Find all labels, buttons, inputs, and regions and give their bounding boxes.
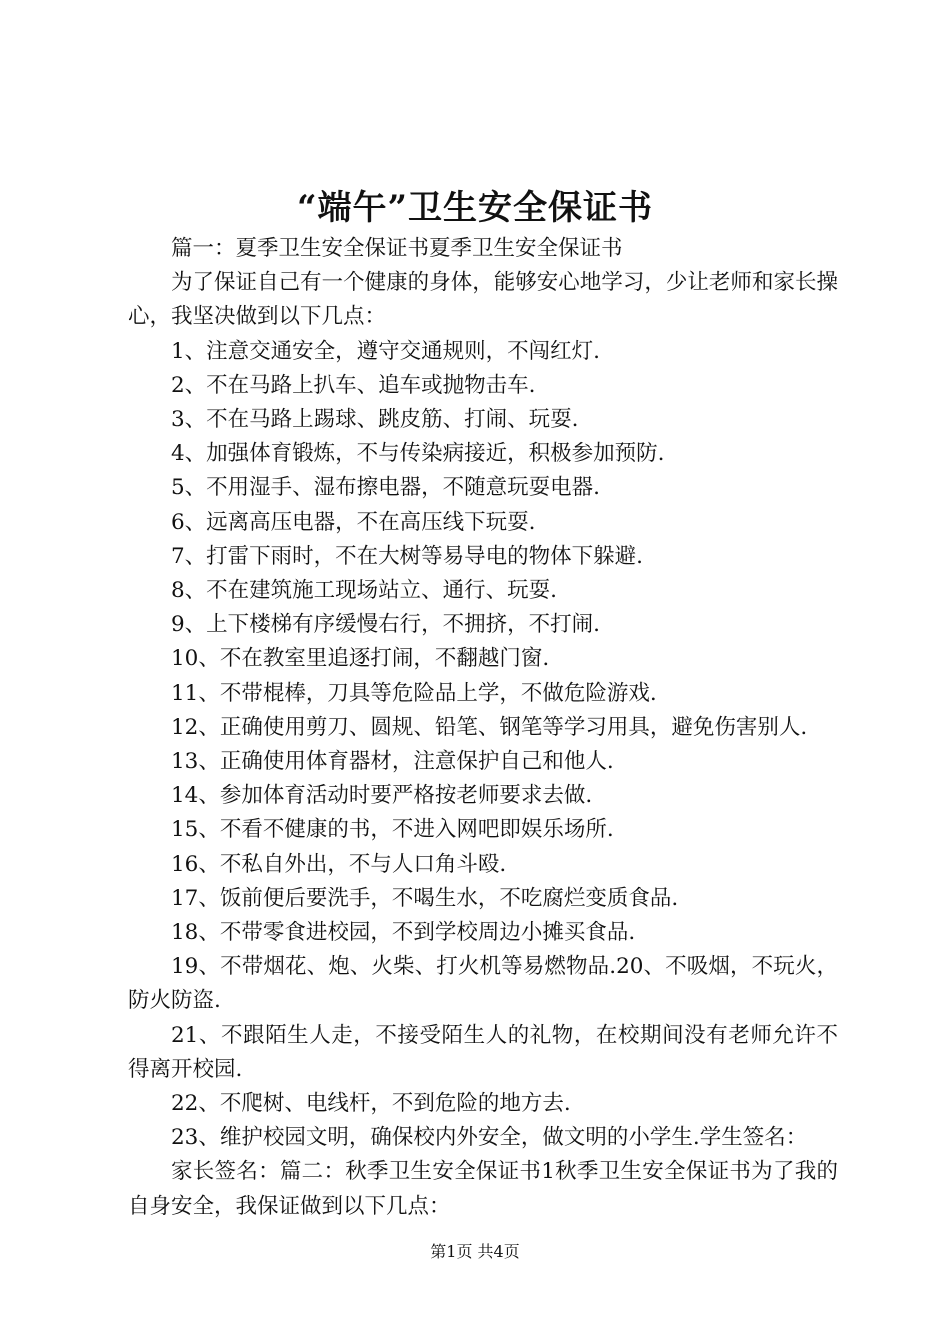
list-item: 21、不跟陌生人走，不接受陌生人的礼物，在校期间没有老师允许不得离开校园. bbox=[128, 1022, 838, 1082]
list-item: 10、不在教室里追逐打闹，不翻越门窗. bbox=[171, 646, 550, 672]
list-item: 9、上下楼梯有序缓慢右行，不拥挤，不打闹. bbox=[171, 612, 601, 638]
list-item: 11、不带棍棒，刀具等危险品上学，不做危险游戏. bbox=[171, 680, 657, 706]
paragraph: 家长签名：篇二：秋季卫生安全保证书1秋季卫生安全保证书为了我的自身安全，我保证做到以下几点： bbox=[128, 1159, 838, 1219]
list-item: 15、不看不健康的书，不进入网吧即娱乐场所. bbox=[171, 817, 614, 843]
list-item: 7、打雷下雨时，不在大树等易导电的物体下躲避. bbox=[171, 543, 644, 569]
document-title: “端午”卫生安全保证书 bbox=[296, 188, 654, 228]
list-item: 6、远离高压电器，不在高压线下玩耍. bbox=[171, 509, 536, 535]
list-item: 12、正确使用剪刀、圆规、铅笔、钢笔等学习用具，避免伤害别人. bbox=[171, 714, 808, 740]
document-body bbox=[128, 232, 838, 1224]
list-item: 13、正确使用体育器材，注意保护自己和他人. bbox=[171, 749, 614, 775]
list-item: 23、维护校园文明，确保校内外安全，做文明的小学生.学生签名： bbox=[171, 1125, 808, 1151]
paragraph: 为了保证自己有一个健康的身体，能够安心地学习，少让老师和家长操心，我坚决做到以下几点： bbox=[128, 270, 838, 330]
list-item: 2、不在马路上扒车、追车或抛物击车. bbox=[171, 372, 536, 398]
list-item: 16、不私自外出，不与人口角斗殴. bbox=[171, 851, 507, 877]
list-item: 19、不带烟花、炮、火柴、打火机等易燃物品.20、不吸烟，不玩火，防火防盗. bbox=[128, 954, 838, 1014]
page-footer: 第1页 共4页 bbox=[430, 1242, 520, 1261]
list-item: 5、不用湿手、湿布擦电器，不随意玩耍电器. bbox=[171, 475, 601, 501]
list-item: 1、注意交通安全，遵守交通规则，不闯红灯. bbox=[171, 338, 601, 364]
list-item: 8、不在建筑施工现场站立、通行、玩耍. bbox=[171, 578, 558, 604]
list-item: 3、不在马路上踢球、跳皮筋、打闹、玩耍. bbox=[171, 407, 579, 433]
list-item: 4、加强体育锻炼，不与传染病接近，积极参加预防. bbox=[171, 441, 665, 467]
list-item: 17、饭前便后要洗手，不喝生水，不吃腐烂变质食品. bbox=[171, 885, 679, 911]
paragraph: 篇一：夏季卫生安全保证书夏季卫生安全保证书 bbox=[171, 236, 623, 261]
list-item: 22、不爬树、电线杆，不到危险的地方去. bbox=[171, 1091, 571, 1117]
list-item: 14、参加体育活动时要严格按老师要求去做. bbox=[171, 783, 593, 809]
list-item: 18、不带零食进校园，不到学校周边小摊买食品. bbox=[171, 920, 636, 946]
